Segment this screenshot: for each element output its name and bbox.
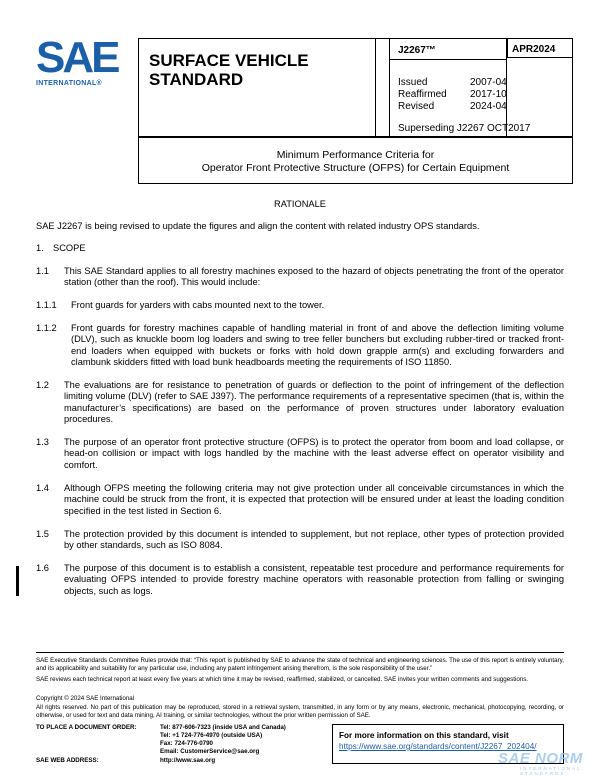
reaffirmed-date: 2017-10 xyxy=(470,89,507,100)
section-1-2-number: 1.2 xyxy=(36,380,49,390)
watermark-sub: INTERNATIONAL STANDARDS xyxy=(520,766,582,776)
title-line-1: SURFACE VEHICLE xyxy=(149,51,309,70)
contact-tel-2: Tel: +1 724-776-4970 (outside USA) xyxy=(160,732,263,739)
scope-number: 1. xyxy=(36,243,44,253)
section-1-1-2-number: 1.1.2 xyxy=(36,323,57,333)
footer-rule xyxy=(36,652,564,653)
watermark: SAE NORM xyxy=(498,750,583,767)
logo-reg: ® xyxy=(96,80,103,87)
section-1-1-1-number: 1.1.1 xyxy=(36,300,57,310)
subtitle-line-2: Operator Front Protective Structure (OFPS) for Certain Equipment xyxy=(201,162,510,174)
superseding-note: Superseding J2267 OCT2017 xyxy=(398,123,531,134)
footer-copyright: Copyright © 2024 SAE International xyxy=(36,695,135,702)
footer-rights: All rights reserved. No part of this publication may be reproduced, stored in a retrieval system, transmitted, in any form or by any means, electronic, mechanical, photocopying, recording, or otherwise, or used for text and data mining, AI training, or similar technologies, without the prior written permission of SAE. xyxy=(36,704,564,719)
section-1-4-number: 1.4 xyxy=(36,483,49,493)
more-info-title: For more information on this standard, visit xyxy=(339,731,509,740)
section-1-6-text: The purpose of this document is to establish a consistent, repeatable test procedure and performance requirements for evaluating OFPS intended to provide forestry machine operators with reasonable protection from falling or swinging objects, such as logs. xyxy=(64,563,564,596)
header-spacer xyxy=(376,38,389,137)
section-1-1-text: This SAE Standard applies to all forestry machines exposed to the hazard of objects penetrating the front of the operator station (other than the roof). This would include: xyxy=(64,266,564,288)
section-1-1-1-text: Front guards for yarders with cabs mounted next to the tower. xyxy=(71,300,325,310)
section-1-6-number: 1.6 xyxy=(36,563,49,573)
contact-tel-1: Tel: 877-606-7323 (inside USA and Canada) xyxy=(160,724,286,731)
document-type-title xyxy=(138,38,376,137)
footer-disclaimer: SAE Executive Standards Committee Rules provide that: “This report is published by SAE to advance the state of technical and engineering sciences. The use of this report is entirely voluntary, and its applicability and suitability for any particular use, including any patent infringement arising therefrom, is the sole responsibility of the user.” xyxy=(36,657,564,672)
reaffirmed-label: Reaffirmed xyxy=(398,89,447,100)
section-1-2-text: The evaluations are for resistance to penetration of guards or deflection to the point of infringement of the deflection limiting volume (DLV) (refer to SAE J397). The performance requirements of a representative specimen (that is, within the manufacturer’s specifications) are based on the performance of proven structures under laboratory evaluation procedures. xyxy=(64,380,564,424)
web-label: SAE WEB ADDRESS: xyxy=(36,757,99,764)
section-1-5-number: 1.5 xyxy=(36,529,49,539)
section-1-1-2-text: Front guards for forestry machines capable of handling material in front of and above the deflection limiting volume (DLV), such as knuckle boom log loaders and swing to tree feller bunchers but excluding rubber-tired or tracked front-end loaders when equipped with buckets or forks with hold down grapple arm(s) and excluding forwarders and clambunk skidders fitted with load bunk headboards meeting the requirements of ISO 11850. xyxy=(71,323,564,367)
document-dates xyxy=(398,77,507,113)
contact-email[interactable]: Email: CustomerService@sae.org xyxy=(160,748,260,755)
contact-fax: Fax: 724-776-0790 xyxy=(160,740,213,747)
scope-heading: SCOPE xyxy=(53,243,86,253)
revised-date: 2024-04 xyxy=(470,101,507,112)
section-1-3-number: 1.3 xyxy=(36,437,49,447)
document-date: APR2024 xyxy=(507,38,573,58)
rationale-heading: RATIONALE xyxy=(273,199,326,209)
subtitle-line-1: Minimum Performance Criteria for xyxy=(276,149,435,161)
footer-review-note: SAE reviews each technical report at least every five years at which time it may be revised, reaffirmed, stabilized, or cancelled. SAE invites your written comments and suggestions. xyxy=(36,676,529,683)
issued-label: Issued xyxy=(398,77,428,88)
logo-mark: SAE xyxy=(36,33,118,82)
section-1-4-text: Although OFPS meeting the following criteria may not give protection under all conceivable circumstances in which the machine could be struck from the front, it is expected that protection will be ensured under at least the loading condition specified in the test listed in Section 6. xyxy=(64,483,564,516)
rationale-text: SAE J2267 is being revised to update the figures and align the content with related industry OPS standards. xyxy=(36,221,480,231)
section-1-1-number: 1.1 xyxy=(36,266,49,276)
revised-label: Revised xyxy=(398,101,435,112)
issued-date: 2007-04 xyxy=(470,77,507,88)
section-1-3-text: The purpose of an operator front protective structure (OFPS) is to protect the operator from boom and load collapse, or head-on collision or impact with logs handled by the machine with the least adverse effect on operator visibility and comfort. xyxy=(64,437,564,470)
document-subtitle xyxy=(138,137,573,184)
standard-link[interactable]: https://www.sae.org/standards/content/J2267_202404/ xyxy=(339,742,537,751)
section-1-5-text: The protection provided by this document is intended to supplement, but not replace, other types of protection provided by other standards, such as ISO 8084. xyxy=(64,529,564,551)
change-bar xyxy=(16,566,19,596)
logo-subtext: INTERNATIONAL xyxy=(36,80,97,87)
web-address-link[interactable]: http://www.sae.org xyxy=(160,757,216,764)
title-line-2: STANDARD xyxy=(149,70,244,89)
order-label: TO PLACE A DOCUMENT ORDER: xyxy=(36,724,137,731)
document-id: J2267™ xyxy=(398,45,436,56)
sae-logo xyxy=(36,33,126,88)
